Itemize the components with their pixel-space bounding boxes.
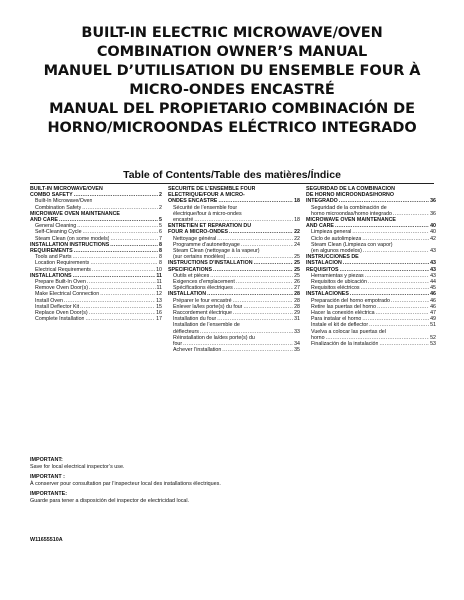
toc-entry-page: 46 — [430, 291, 436, 298]
toc-entry — [306, 341, 436, 347]
dot-leader — [393, 211, 429, 217]
toc-entry-page: 49 — [430, 316, 436, 323]
toc-entry-title: horno — [311, 334, 325, 341]
toc-entry-title: Requisitos eléctricos — [311, 285, 360, 292]
note-label: IMPORTANTE: — [30, 491, 68, 498]
toc-entry-title: Install Oven — [35, 297, 63, 304]
toc-entry-title: Steam Clean (on some models) — [35, 235, 110, 242]
toc-entry-title: Installation de l’ensemble de — [173, 322, 240, 329]
toc-entry-page: 22 — [294, 229, 300, 236]
toc-entry-title: Requisitos de ubicación — [311, 279, 367, 286]
toc-entry-page: 36 — [430, 210, 436, 217]
title-line: MANUAL DEL PROPIETARIO COMBINACIÓN DE — [49, 101, 415, 117]
toc-entry-title: ONDES ENCASTRÉ — [168, 198, 218, 205]
toc-entry-page: 46 — [430, 303, 436, 310]
toc-entry-title: AND CARE — [306, 223, 334, 230]
toc-entry-page: 8 — [159, 254, 162, 261]
toc-entry-title: Steam Clean (nettoyage à la vapeur) — [173, 248, 260, 255]
toc-entry-page: 25 — [294, 254, 300, 261]
toc-entry — [30, 316, 162, 322]
toc-entry-page: 28 — [294, 291, 300, 298]
note-label: IMPORTANT: — [30, 457, 63, 463]
toc-entry-title: encastré — [173, 217, 194, 224]
toc-entry-page: 18 — [294, 198, 300, 205]
toc-entry-title: Installation du four — [173, 316, 217, 323]
toc-entry-page: 29 — [294, 310, 300, 317]
toc-entry-title: Finalización de la instalación — [311, 341, 379, 348]
toc-column-spanish — [306, 186, 436, 347]
toc-entry-page: 26 — [294, 279, 300, 286]
toc-entry-page: 22 — [294, 235, 300, 242]
toc-entry-title: Raccordement électrique — [173, 310, 232, 317]
document-title — [10, 24, 454, 138]
toc-entry-title: INTEGRADO — [306, 198, 338, 205]
title-line: MICRO-ONDES ENCASTRÉ — [129, 82, 335, 98]
toc-column-english — [30, 186, 162, 322]
toc-entry-title: Limpieza general — [311, 229, 352, 236]
toc-entry-page: 45 — [430, 285, 436, 292]
toc-entry-page: 6 — [159, 229, 162, 236]
important-notes — [30, 457, 434, 509]
toc-entry-title: (en algunos modelos) — [311, 248, 362, 255]
toc-entry-page: 28 — [294, 297, 300, 304]
toc-entry-page: 43 — [430, 260, 436, 267]
toc-entry-title: INSTALACIÓN — [306, 260, 342, 267]
divider — [30, 183, 434, 184]
toc-entry-title: FOUR À MICRO-ONDES — [168, 229, 229, 236]
toc-entry-title: SPÉCIFICATIONS — [168, 266, 213, 273]
toc-entry-title: Nettoyage général — [173, 235, 217, 242]
toc-entry-page: 51 — [430, 322, 436, 329]
toc-entry-page: 2 — [159, 192, 162, 199]
toc-entry-title: REQUIREMENTS — [30, 248, 73, 255]
note-text: Guarde para tener a disposición del inspector de electricidad local. — [30, 497, 190, 504]
toc-entry-page: 24 — [294, 241, 300, 248]
toc-entry-title: SÉCURITÉ DE L’ENSEMBLE FOUR — [168, 186, 256, 192]
toc-entry-title: INSTRUCCIONES DE — [306, 254, 359, 261]
toc-entry-title: (sur certains modèles) — [173, 254, 226, 261]
toc-entry-title: Built-In Microwave/Oven — [35, 198, 93, 205]
dot-leader — [363, 248, 429, 254]
toc-entry-page: 43 — [430, 266, 436, 273]
toc-column-french — [168, 186, 300, 353]
toc-entry-title: Herramientas y piezas — [311, 272, 364, 279]
toc-entry-page: 43 — [430, 248, 436, 255]
title-line: HORNO/MICROONDAS ELÉCTRICO INTEGRADO — [47, 120, 417, 136]
toc-entry-page: 25 — [294, 266, 300, 273]
toc-entry-title: Programme d’autonettoyage — [173, 241, 240, 248]
toc-entry-page: 10 — [156, 266, 162, 273]
toc-entry-page: 13 — [156, 297, 162, 304]
title-line: BUILT-IN ELECTRIC MICROWAVE/OVEN — [81, 25, 383, 41]
toc-entry-page: 8 — [159, 260, 162, 267]
toc-entry-title: Outils et pièces — [173, 272, 210, 279]
toc-entry-page: 40 — [430, 229, 436, 236]
toc-entry-title: Hacer la conexión eléctrica — [311, 310, 375, 317]
toc-entry-page: 31 — [294, 316, 300, 323]
toc-entry-title: Exigences d’emplacement — [173, 279, 235, 286]
toc-entry-title: INSTALLATIONS — [30, 272, 72, 279]
toc-entry-page: 36 — [430, 198, 436, 205]
toc-entry-page: 34 — [294, 341, 300, 348]
toc-entry-title: INSTALLATION INSTRUCTIONS — [30, 241, 110, 248]
note-english — [30, 457, 434, 470]
toc-entry-title: Location Requirements — [35, 260, 90, 267]
toc-entry-title: COMBO SAFETY — [30, 192, 73, 199]
toc-entry-title: Prepare Built-In Oven — [35, 279, 86, 286]
toc-entry-title: Enlever la/les porte(s) du four — [173, 303, 243, 310]
toc-entry-page: 7 — [159, 235, 162, 242]
toc-entry-title: Preparación del horno empotrado — [311, 297, 390, 304]
toc-entry-page: 42 — [430, 235, 436, 242]
toc-entry-title: INSTALACIONES — [306, 291, 349, 298]
toc-entry-title: MICROWAVE OVEN MAINTENANCE — [306, 217, 396, 224]
toc-entry-title: INSTRUCTIONS D’INSTALLATION — [168, 260, 253, 267]
toc-entry-title: INSTALLATION — [168, 291, 207, 298]
toc-entry-page: 25 — [294, 260, 300, 267]
toc-entry-title: Vuelva a colocar las puertas del — [311, 328, 386, 335]
toc-entry-page: 40 — [430, 223, 436, 230]
toc-entry-title: Achever l’installation — [173, 347, 222, 354]
dot-leader — [222, 347, 293, 353]
toc-entry-title: Electrical Requirements — [35, 266, 91, 273]
toc-entry-title: Para instalar el horno — [311, 316, 362, 323]
toc-entry-page: 27 — [294, 285, 300, 292]
note-label: IMPORTANT : — [30, 474, 65, 481]
toc-entry-title: Replace Oven Door(s) — [35, 310, 88, 317]
toc-entry-page: 18 — [294, 217, 300, 224]
toc-entry-title: BUILT-IN MICROWAVE/OVEN — [30, 186, 103, 192]
toc-entry-title: SEGURIDAD DE LA COMBINACIÓN — [306, 186, 395, 192]
toc-entry-title: four — [173, 341, 183, 348]
toc-entry-title: Sécurité de l’ensemble four — [173, 204, 238, 211]
toc-entry-page: 15 — [156, 303, 162, 310]
toc-entry-page: 11 — [156, 285, 162, 292]
toc-entry-title: ÉLECTRIQUE/FOUR À MICRO- — [168, 192, 245, 199]
toc-entry-page: 25 — [294, 272, 300, 279]
toc-entry — [168, 347, 300, 353]
toc-entry-title: DE HORNO MICROONDAS/HORNO — [306, 192, 394, 199]
toc-entry-page: 44 — [430, 279, 436, 286]
toc-entry-title: Ciclo de autolimpieza — [311, 235, 362, 242]
toc-entry-page: 52 — [430, 334, 436, 341]
toc-entry-page: 5 — [159, 217, 162, 224]
dot-leader — [85, 316, 155, 322]
note-text: À conserver pour consultation par l’inspecteur local des installations électriques. — [30, 480, 221, 487]
toc-entry-title: Spécifications électriques — [173, 285, 233, 292]
toc-entry-title: horno microondas/horno integrado — [311, 210, 392, 217]
toc-entry-title: Instale el kit de deflector — [311, 322, 369, 329]
toc-entry-title: AND CARE — [30, 217, 58, 224]
toc-entry-page: 17 — [156, 316, 162, 323]
toc-entry-page: 5 — [159, 223, 162, 230]
toc-entry-title: Réinstallation de la/des porte(s) du — [173, 334, 255, 341]
toc-entry-title: Make Electrical Connection — [35, 291, 100, 298]
toc-entry-page: 16 — [156, 310, 162, 317]
title-line: COMBINATION OWNER’S MANUAL — [96, 44, 368, 60]
title-line: MANUEL D’UTILISATION DU ENSEMBLE FOUR À — [43, 63, 421, 79]
toc-entry-title: Combination Safety — [35, 204, 82, 211]
note-text: Save for local electrical inspector’s use. — [30, 463, 125, 470]
toc-entry-title: Self-Cleaning Cycle — [35, 229, 82, 236]
toc-entry-page: 28 — [294, 303, 300, 310]
note-french — [30, 474, 434, 487]
toc-entry-page: 53 — [430, 341, 436, 348]
toc-entry-title: Préparer le four encastré — [173, 297, 232, 304]
toc-entry-page: 35 — [294, 347, 300, 354]
toc-entry-page: 2 — [159, 204, 162, 211]
toc-entry-page: 47 — [430, 310, 436, 317]
toc-entry-page: 8 — [159, 248, 162, 255]
toc-entry-title: MICROWAVE OVEN MAINTENANCE — [30, 210, 120, 217]
note-spanish — [30, 491, 434, 504]
toc-entry-title: Tools and Parts — [35, 254, 72, 261]
toc-heading: Table of Contents/Table des matières/Índice — [123, 169, 341, 181]
toc-entry-title: Remove Oven Door(s) — [35, 285, 88, 292]
dot-leader — [379, 341, 429, 347]
toc-entry-title: électrique/four à micro-ondes — [173, 210, 242, 217]
toc-entry-title: Complete Installation — [35, 316, 85, 323]
toc-entry-title: Steam Clean (Limpieza con vapor) — [311, 241, 393, 248]
toc-entry-page: 43 — [430, 272, 436, 279]
toc-entry-page: 8 — [159, 241, 162, 248]
toc-entry-page: 46 — [430, 297, 436, 304]
toc-entry-page: 12 — [156, 291, 162, 298]
part-number: W11655510A — [30, 537, 63, 543]
toc-entry-title: Install Deflector Kit — [35, 303, 80, 310]
toc-entry-title: General Cleaning — [35, 223, 77, 230]
toc-entry-title: REQUISITOS — [306, 266, 339, 273]
toc-entry-title: Seguridad de la combinación de — [311, 204, 387, 211]
toc-entry-page: 33 — [294, 328, 300, 335]
toc-entry-title: déflecteurs — [173, 328, 199, 335]
toc-entry-page: 11 — [156, 279, 162, 286]
toc-entry-title: ENTRETIEN ET RÉPARATION DU — [168, 223, 252, 230]
toc-entry-title: Retire las puertas del horno — [311, 303, 377, 310]
toc-entry-page: 11 — [156, 272, 162, 279]
